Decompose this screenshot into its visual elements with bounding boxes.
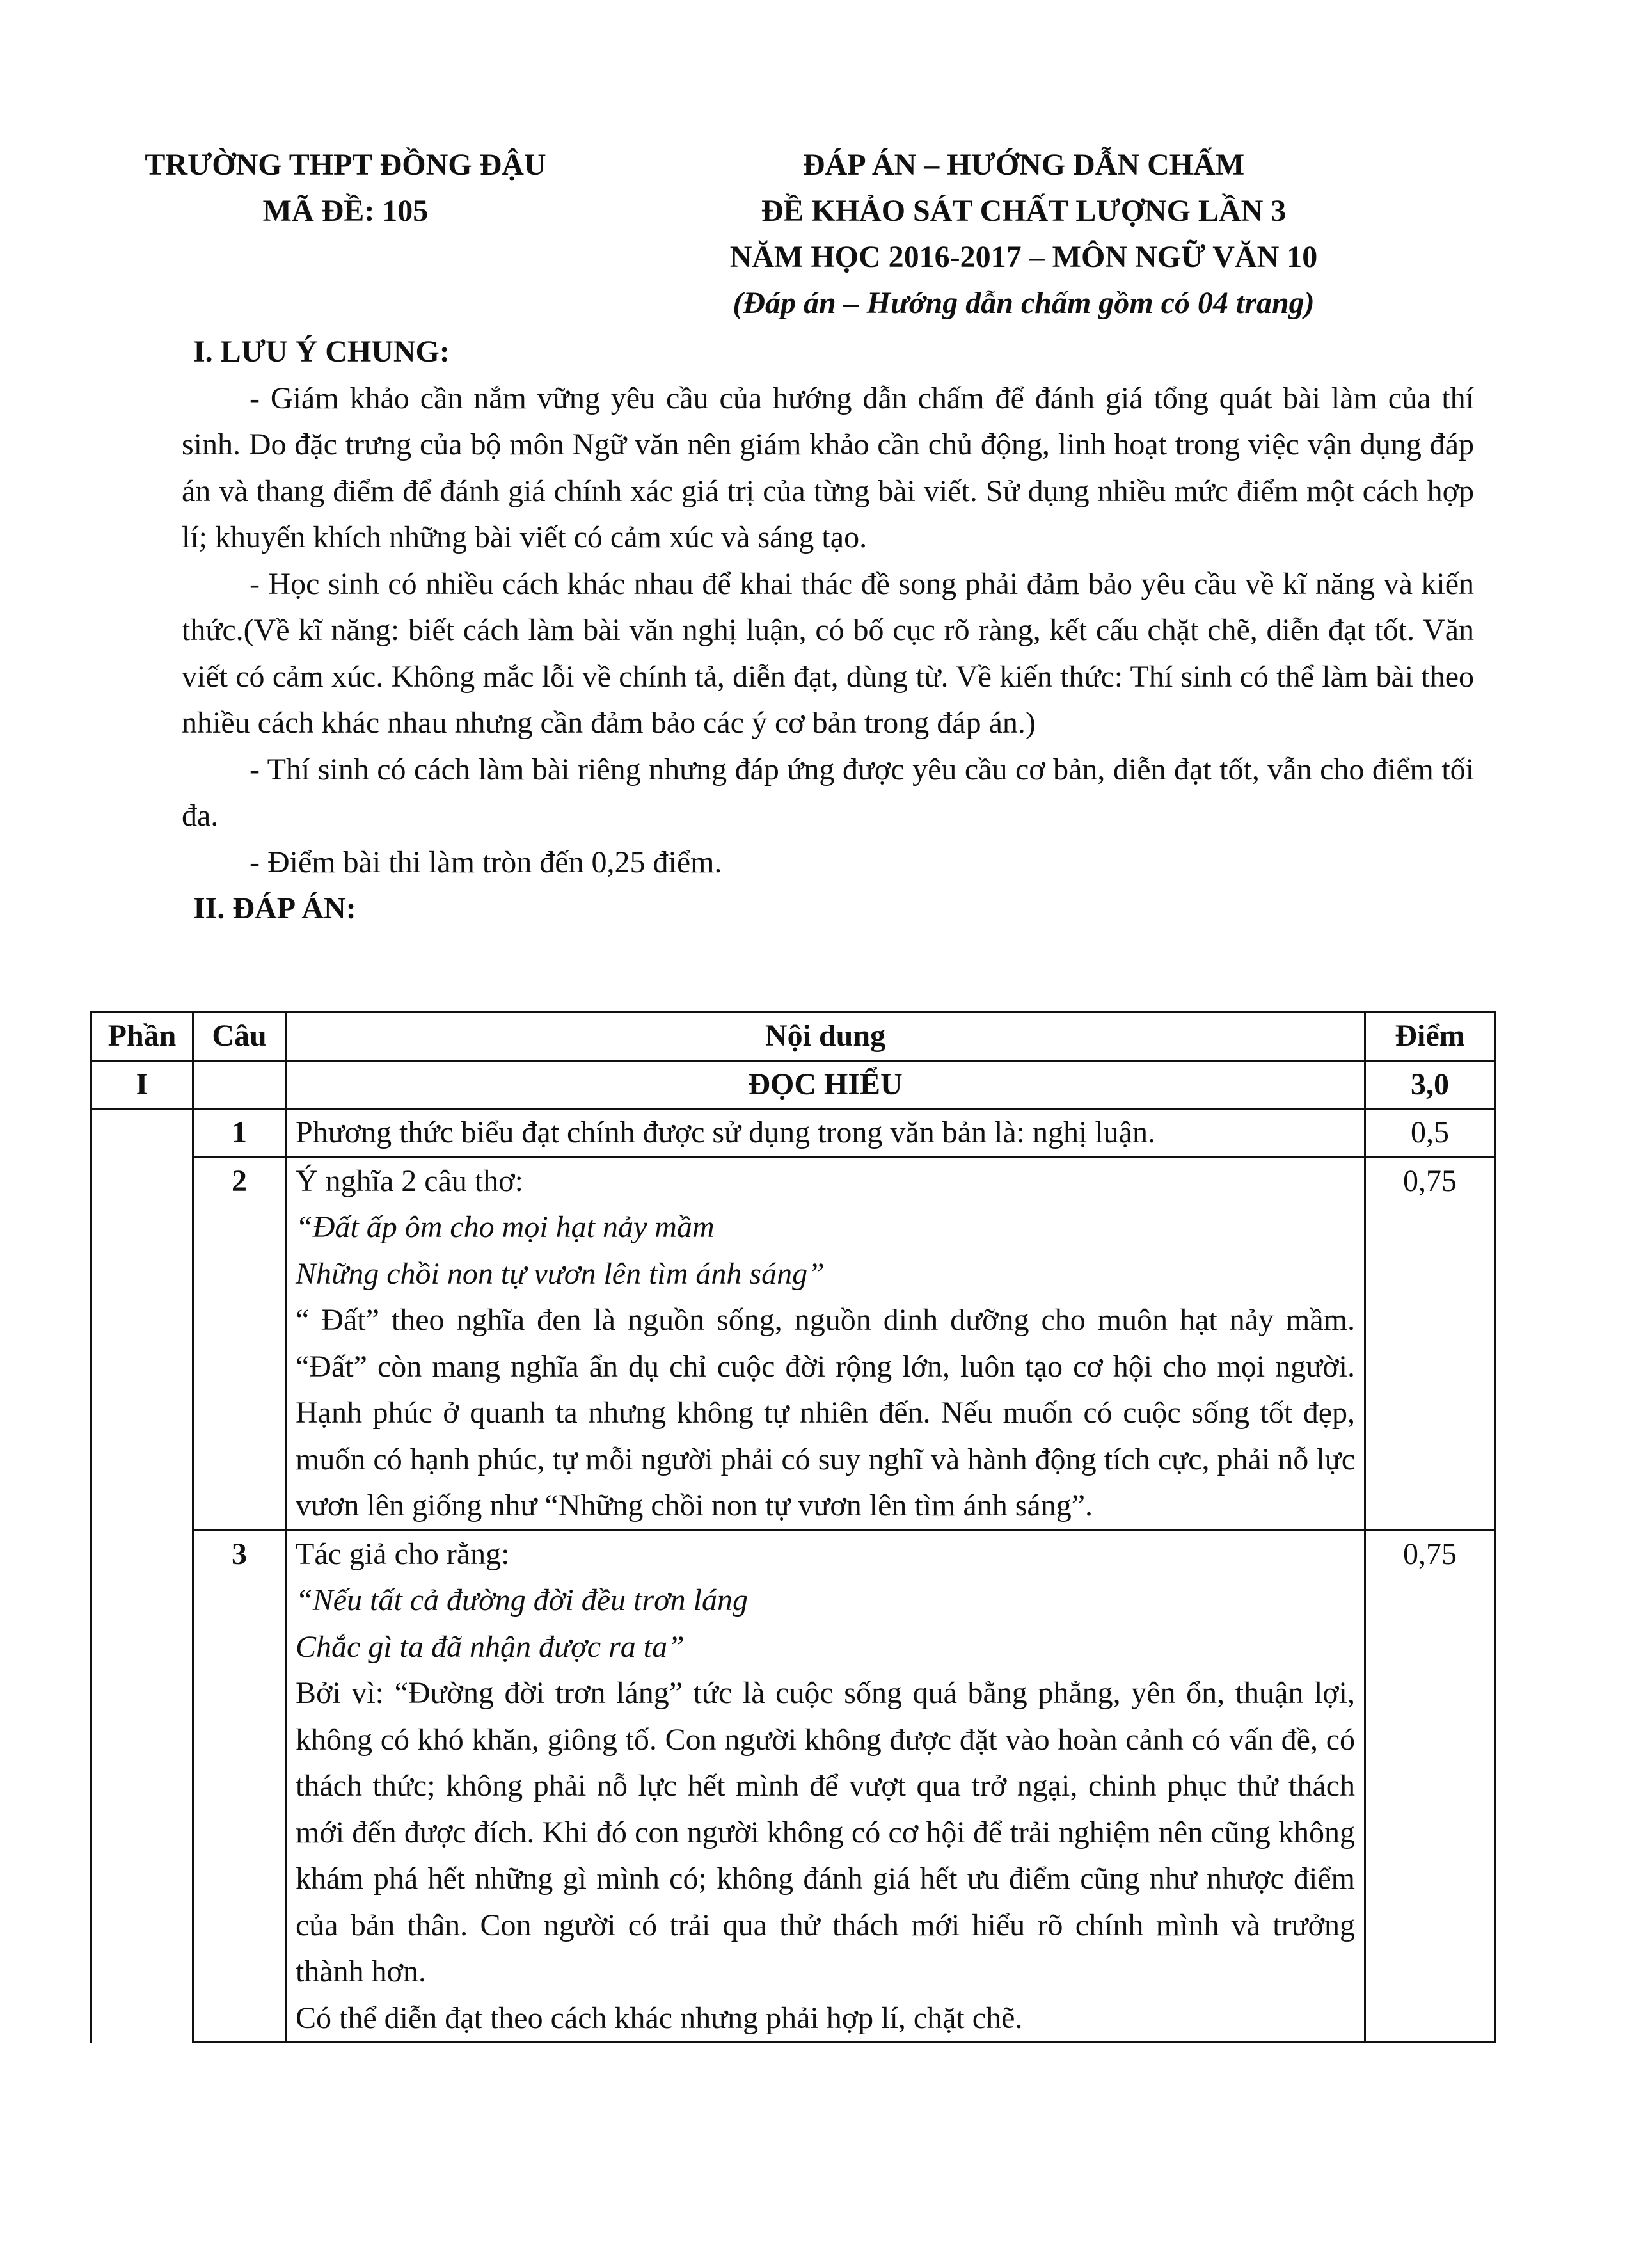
- verse-line: Chắc gì ta đã nhận được ra ta”: [296, 1629, 685, 1664]
- question-content: Phương thức biểu đạt chính được sử dụng trong văn bản là: nghị luận.: [286, 1109, 1365, 1158]
- question-number: 2: [193, 1157, 286, 1530]
- question-number: 1: [193, 1109, 286, 1158]
- question-score: 0,75: [1365, 1157, 1495, 1530]
- doc-title-1: ĐÁP ÁN – HƯỚNG DẪN CHẤM: [802, 148, 1245, 182]
- exam-code: MÃ ĐỀ: 105: [262, 194, 429, 228]
- verse-line: Những chồi non tự vươn lên tìm ánh sáng”: [296, 1256, 825, 1291]
- table-row: [91, 1109, 1495, 1158]
- doc-title-3: NĂM HỌC 2016-2017 – MÔN NGỮ VĂN 10: [729, 240, 1318, 274]
- part-number: I: [91, 1060, 193, 1109]
- doc-note: (Đáp án – Hướng dẫn chấm gồm có 04 trang): [733, 286, 1315, 320]
- header-left: [102, 142, 589, 234]
- header-part: Phần: [91, 1012, 193, 1061]
- section-heading-2: II. ĐÁP ÁN:: [193, 891, 356, 925]
- table-row: [91, 1157, 1495, 1530]
- part-row: [91, 1060, 1495, 1109]
- question-score: 0,75: [1365, 1530, 1495, 2043]
- question-number: 3: [193, 1530, 286, 2043]
- question-content: [286, 1530, 1365, 2043]
- part-title: ĐỌC HIỂU: [286, 1060, 1365, 1109]
- part-cell-empty: [91, 1109, 193, 2043]
- question-content: [286, 1157, 1365, 1530]
- school-name: TRƯỜNG THPT ĐỒNG ĐẬU: [145, 148, 546, 182]
- answer-text: “ Đất” theo nghĩa đen là nguồn sống, nguồn dinh dưỡng cho muôn hạt nảy mầm. “Đất” còn mang nghĩa ẩn dụ chỉ cuộc đời rộng lớn, luôn tạo cơ hội cho mọi người. Hạnh phúc ở quanh ta nhưng không tự nhiên đến. Nếu muốn có cuộc sống tốt đẹp, muốn có hạnh phúc, tự mỗi người phải có suy nghĩ và hành động tích cực, phải nỗ lực vươn lên giống như “Những chồi non tự vươn lên tìm ánh sáng”.: [296, 1303, 1355, 1522]
- question-score: 0,5: [1365, 1109, 1495, 1158]
- verse-line: “Đất ấp ôm cho mọi hạt nảy mầm: [296, 1210, 715, 1244]
- answer-text: Bởi vì: “Đường đời trơn láng” tức là cuộc sống quá bằng phẳng, yên ổn, thuận lợi, không có khó khăn, giông tố. Con người không được đặt vào hoàn cảnh có vấn đề, có thách thức; không phải nỗ lực hết mình để vượt qua trở ngại, chinh phục thử thách mới đến được đích. Khi đó con người không có cơ hội để trải nghiệm nên cũng không khám phá hết những gì mình có; không đánh giá hết ưu điểm cũng như nhược điểm của bản thân. Con người có trải qua thử thách mới hiểu rõ chính mình và trưởng thành hơn.: [296, 1676, 1355, 1988]
- section-heading-1: I. LƯU Ý CHUNG:: [193, 335, 450, 369]
- verse-line: “Nếu tất cả đường đời đều trơn láng: [296, 1583, 749, 1617]
- answer-table: [90, 1011, 1496, 2043]
- table-row: [91, 1530, 1495, 2043]
- part-score: 3,0: [1365, 1060, 1495, 1109]
- general-notes: [182, 329, 1474, 932]
- header-score: Điểm: [1365, 1012, 1495, 1061]
- doc-title-2: ĐỀ KHẢO SÁT CHẤT LƯỢNG LẦN 3: [761, 194, 1287, 228]
- answer-table-wrapper: [90, 1011, 1496, 2043]
- table-header-row: [91, 1012, 1495, 1061]
- question-intro: Tác giả cho rằng:: [296, 1537, 510, 1571]
- note-paragraph: - Điểm bài thi làm tròn đến 0,25 điểm.: [250, 845, 722, 879]
- note-paragraph: - Giám khảo cần nắm vững yêu cầu của hướng dẫn chấm để đánh giá tổng quát bài làm của thí sinh. Do đặc trưng của bộ môn Ngữ văn nên giám khảo cần chủ động, linh hoạt trong việc vận dụng đáp án và thang điểm để đánh giá chính xác giá trị của từng bài viết. Sử dụng nhiều mức điểm một cách hợp lí; khuyến khích những bài viết có cảm xúc và sáng tạo.: [182, 381, 1474, 554]
- header-question: Câu: [193, 1012, 286, 1061]
- header-right: [640, 142, 1407, 326]
- answer-closing: Có thể diễn đạt theo cách khác nhưng phải hợp lí, chặt chẽ.: [296, 2000, 1023, 2035]
- note-paragraph: - Thí sinh có cách làm bài riêng nhưng đáp ứng được yêu cầu cơ bản, diễn đạt tốt, vẫn cho điểm tối đa.: [182, 752, 1474, 833]
- header-content: Nội dung: [286, 1012, 1365, 1061]
- question-intro: Ý nghĩa 2 câu thơ:: [296, 1163, 523, 1198]
- note-paragraph: - Học sinh có nhiều cách khác nhau để khai thác đề song phải đảm bảo yêu cầu về kĩ năng và kiến thức.(Về kĩ năng: biết cách làm bài văn nghị luận, có bố cục rõ ràng, kết cấu chặt chẽ, diễn đạt tốt. Văn viết có cảm xúc. Không mắc lỗi về chính tả, diễn đạt, dùng từ. Về kiến thức: Thí sinh có thể làm bài theo nhiều cách khác nhau nhưng cần đảm bảo các ý cơ bản trong đáp án.): [182, 566, 1474, 740]
- empty-cell: [193, 1060, 286, 1109]
